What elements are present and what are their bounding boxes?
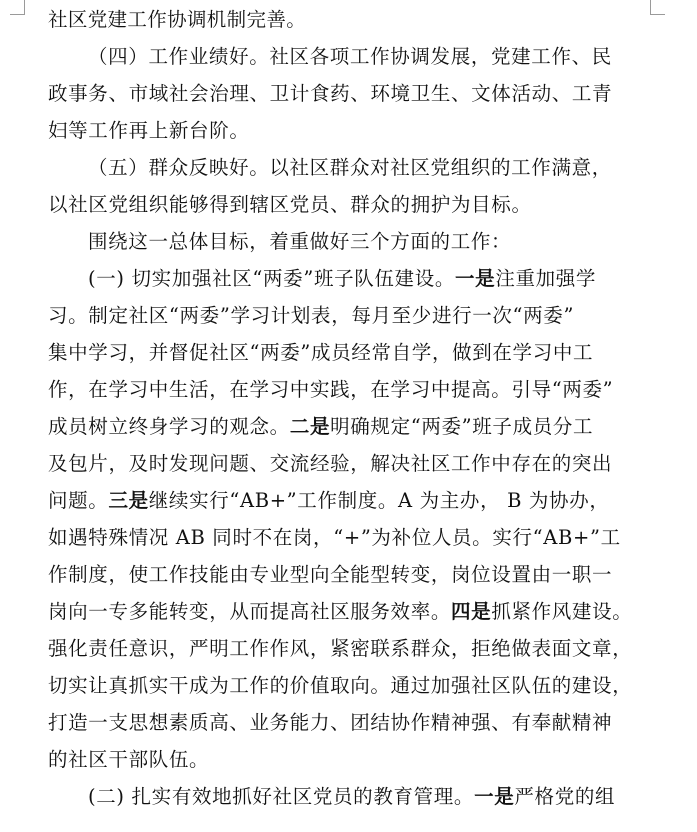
text-line <box>48 337 673 369</box>
text-segment-bold: 三是 <box>108 489 149 512</box>
text-segment: (一) 切实加强社区“两委”班子队伍建设。 <box>88 267 456 290</box>
text-line <box>48 596 673 628</box>
text-line <box>48 448 673 480</box>
text-line <box>48 522 673 554</box>
page-corner-mark-left <box>10 0 25 15</box>
text-segment: 集中学习，并督促社区“两委”成员经常自学，做到在学习中工 <box>48 341 594 364</box>
text-segment: 注重加强学 <box>495 267 597 290</box>
text-line <box>88 41 673 73</box>
text-segment: 社区党建工作协调机制完善。 <box>48 8 307 31</box>
text-segment: 岗向一专多能转变，从而提高社区服务效率。 <box>48 600 452 623</box>
text-line <box>48 4 673 36</box>
text-segment: 的社区干部队伍。 <box>48 748 210 771</box>
text-line <box>88 263 673 295</box>
text-segment: 及包片，及时发现问题、交流经验，解决社区工作中存在的突出 <box>48 452 613 475</box>
text-segment: 问题。 <box>48 489 109 512</box>
text-segment: (二) 扎实有效地抓好社区党员的教育管理。 <box>88 785 475 808</box>
text-line <box>48 115 673 147</box>
text-line <box>48 633 673 665</box>
text-line <box>48 670 673 702</box>
text-segment: 严格党的组 <box>514 785 616 808</box>
text-segment: （四）工作业绩好。社区各项工作协调发展，党建工作、民 <box>88 45 612 68</box>
text-line <box>48 78 673 110</box>
text-segment: 强化责任意识，严明工作作风，紧密联系群众，拒绝做表面文章， <box>48 637 633 660</box>
text-segment: 以社区党组织能够得到辖区党员、群众的拥护为目标。 <box>48 193 532 216</box>
text-line <box>88 781 673 813</box>
text-segment: 打造一支思想素质高、业务能力、团结协作精神强、有奉献精神 <box>48 711 613 734</box>
text-segment-bold: 一是 <box>455 267 496 290</box>
text-line <box>88 152 673 184</box>
text-line <box>88 226 673 258</box>
text-segment: 抓紧作风建设。 <box>491 600 633 623</box>
text-segment-bold: 一是 <box>474 785 515 808</box>
text-segment: 政事务、市域社会治理、卫计食药、环境卫生、文体活动、工青 <box>48 82 613 105</box>
text-line <box>48 485 673 517</box>
text-line <box>48 744 673 776</box>
text-segment: 明确规定“两委”班子成员分工 <box>330 415 594 438</box>
text-segment: 妇等工作再上新台阶。 <box>48 119 250 142</box>
text-segment-bold: 四是 <box>451 600 492 623</box>
text-segment: 围绕这一总体目标，着重做好三个方面的工作： <box>88 230 512 253</box>
text-line <box>48 707 673 739</box>
text-segment: 继续实行“AB+”工作制度。A 为主办， B 为协办， <box>148 489 610 512</box>
text-line <box>48 411 673 443</box>
text-line <box>48 374 673 406</box>
text-segment-bold: 二是 <box>289 415 331 438</box>
text-segment: 如遇特殊情况 AB 同时不在岗，“+”为补位人员。实行“AB+”工 <box>48 526 621 549</box>
text-segment: 成员树立终身学习的观念。 <box>48 415 290 438</box>
text-segment: （五）群众反映好。以社区群众对社区党组织的工作满意， <box>88 156 612 179</box>
text-segment: 切实让真抓实干成为工作的价值取向。通过加强社区队伍的建设， <box>48 674 633 697</box>
text-line <box>48 189 673 221</box>
text-line <box>48 300 673 332</box>
text-segment: 作制度，使工作技能由专业型向全能型转变，岗位设置由一职一 <box>48 563 613 586</box>
text-line <box>48 559 673 591</box>
text-segment: 作，在学习中生活，在学习中实践，在学习中提高。引导“两委” <box>48 378 614 401</box>
text-segment: 习。制定社区“两委”学习计划表，每月至少进行一次“两委” <box>48 304 575 327</box>
